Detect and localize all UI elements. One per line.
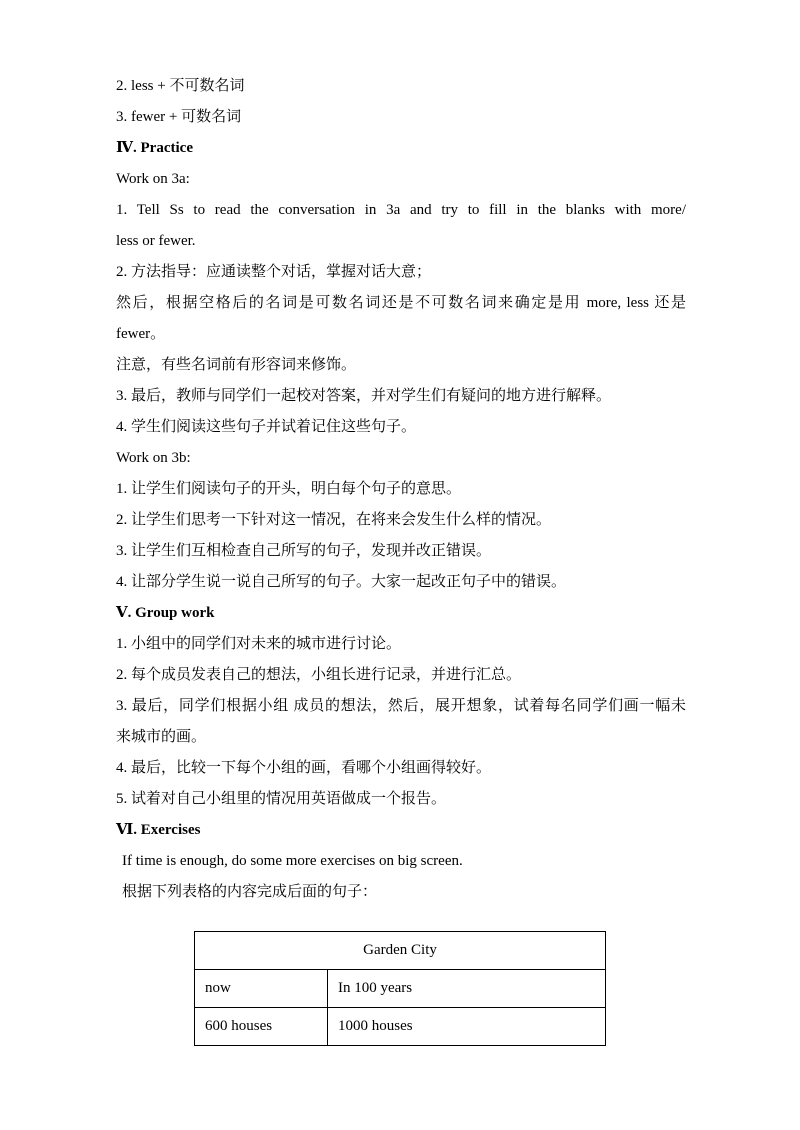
table-row — [195, 1008, 606, 1046]
text-line: Work on 3b: — [116, 450, 191, 466]
text-line: 注意，有些名词前有形容词来修饰。 — [116, 357, 357, 373]
table-cell: 1000 houses — [328, 1008, 606, 1046]
text-line: 4. 最后，比较一下每个小组的画，看哪个小组画得较好。 — [116, 760, 492, 776]
text-line: 2. 方法指导：应通读整个对话，掌握对话大意； — [116, 264, 432, 280]
table-cell: 600 houses — [195, 1008, 328, 1046]
table-title: Garden City — [195, 932, 606, 970]
text-line: fewer。 — [116, 326, 166, 342]
text-line: 3. 最后，教师与同学们一起校对答案，并对学生们有疑问的地方进行解释。 — [116, 388, 612, 404]
text-line: 5. 试着对自己小组里的情况用英语做成一个报告。 — [116, 791, 447, 807]
text-line: Work on 3a: — [116, 171, 190, 187]
text-line: 2. 让学生们思考一下针对这一情况，在将来会发生什么样的情况。 — [116, 512, 552, 528]
text-line: 3. 最后，同学们根据小组 成员的想法，然后，展开想象，试着每名同学们画一幅未 — [116, 698, 686, 714]
table-cell: now — [195, 970, 328, 1008]
garden-city-table — [194, 931, 606, 1046]
text-line: 1. 小组中的同学们对未来的城市进行讨论。 — [116, 636, 402, 652]
text-line: 根据下列表格的内容完成后面的句子： — [122, 884, 378, 900]
document-body — [116, 76, 686, 913]
section-heading-practice: Ⅳ. Practice — [116, 140, 193, 156]
text-line: 2. 每个成员发表自己的想法，小组长进行记录，并进行汇总。 — [116, 667, 522, 683]
table-row — [195, 932, 606, 970]
text-line: 2. less + 不可数名词 — [116, 78, 245, 94]
text-line: less or fewer. — [116, 233, 196, 249]
text-line: 3. 让学生们互相检查自己所写的句子，发现并改正错误。 — [116, 543, 492, 559]
text-line: 1. Tell Ss to read the conversation in 3a and try to fill in the blanks with more/ — [116, 202, 686, 218]
text-line: 3. fewer + 可数名词 — [116, 109, 242, 125]
text-line: 4. 学生们阅读这些句子并试着记住这些句子。 — [116, 419, 417, 435]
text-line: 然后，根据空格后的名词是可数名词还是不可数名词来确定是用 more, less 还是 — [116, 295, 686, 311]
table-row — [195, 970, 606, 1008]
section-heading-exercises: Ⅵ. Exercises — [116, 822, 201, 838]
text-line: 1. 让学生们阅读句子的开头，明白每个句子的意思。 — [116, 481, 462, 497]
text-line: 4. 让部分学生说一说自己所写的句子。大家一起改正句子中的错误。 — [116, 574, 567, 590]
text-line: 来城市的画。 — [116, 729, 207, 745]
section-heading-group-work: Ⅴ. Group work — [116, 605, 215, 621]
table-cell: In 100 years — [328, 970, 606, 1008]
text-line: If time is enough, do some more exercises on big screen. — [122, 853, 463, 869]
